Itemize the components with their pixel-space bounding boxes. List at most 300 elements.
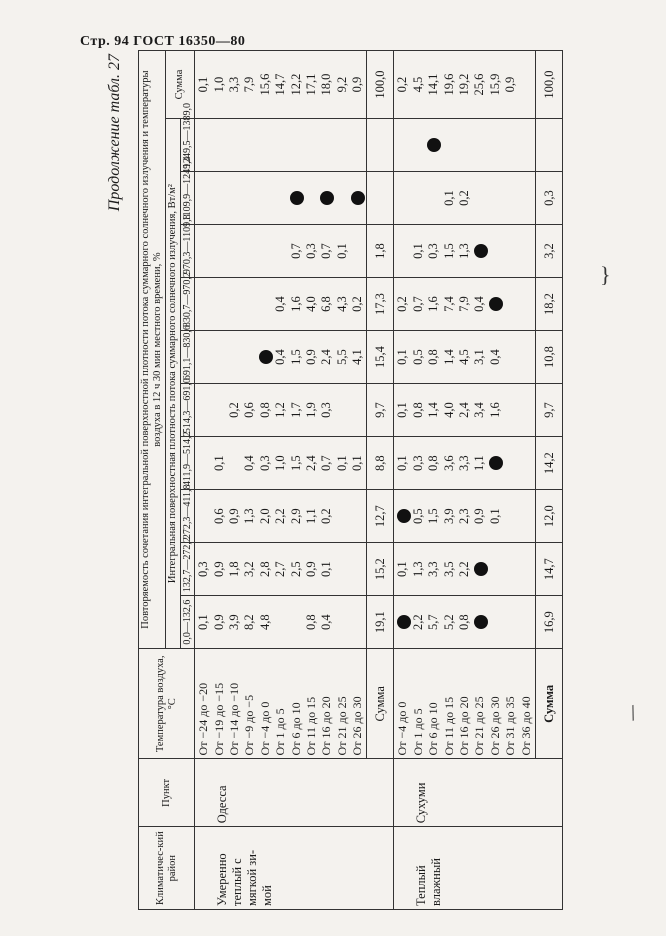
value: 1,5 bbox=[288, 455, 303, 471]
column-sum: 100,0 bbox=[536, 51, 563, 119]
page-header: Стр. 94 ГОСТ 16350—80 bbox=[80, 34, 246, 49]
temperature-range: От −9 до −5 bbox=[242, 694, 257, 756]
sum-label: Сумма bbox=[367, 649, 394, 759]
value: 1,6 bbox=[487, 402, 502, 418]
value-cell bbox=[195, 384, 367, 437]
temperature-range: От 16 до 20 bbox=[457, 696, 472, 756]
value bbox=[472, 122, 487, 168]
value bbox=[503, 440, 518, 486]
value bbox=[258, 334, 273, 380]
value: 1,9 bbox=[303, 402, 318, 418]
value bbox=[503, 493, 518, 539]
value bbox=[472, 546, 487, 592]
value: 3,9 bbox=[441, 508, 456, 524]
row-sum: 17,1 bbox=[303, 73, 318, 96]
value: 3,3 bbox=[426, 561, 441, 577]
value bbox=[503, 387, 518, 433]
value: 2,2 bbox=[273, 508, 288, 524]
temperature-range: От −4 до 0 bbox=[257, 701, 272, 756]
value bbox=[227, 334, 242, 380]
value: 0,7 bbox=[288, 243, 303, 259]
value: 2,3 bbox=[457, 508, 472, 524]
value bbox=[289, 599, 304, 645]
point-cell: Сухуми bbox=[394, 759, 563, 827]
value: 0,1 bbox=[395, 349, 410, 365]
col-head-temperature: Температура воздуха, °С bbox=[139, 649, 195, 759]
row-sum: 0,2 bbox=[395, 76, 410, 93]
temperature-cell bbox=[394, 649, 536, 759]
value bbox=[227, 122, 242, 168]
value-cell bbox=[195, 225, 367, 278]
value: 3,2 bbox=[242, 561, 257, 577]
value bbox=[488, 228, 503, 274]
value: 1,0 bbox=[273, 455, 288, 471]
region-cell: Теплый влажный bbox=[394, 827, 563, 910]
row-sum: 14,7 bbox=[273, 73, 288, 96]
column-sum: 14,7 bbox=[536, 543, 563, 596]
range-head-9: 1249,5—1389,0 bbox=[181, 119, 195, 172]
column-sum: 15,2 bbox=[367, 543, 394, 596]
value-cell bbox=[394, 490, 536, 543]
row-sum: 19,6 bbox=[441, 73, 456, 96]
value: 0,1 bbox=[334, 243, 349, 259]
value-cell bbox=[394, 437, 536, 490]
value bbox=[273, 228, 288, 274]
value bbox=[227, 281, 242, 327]
value bbox=[488, 175, 503, 221]
row-sum: 18,0 bbox=[319, 73, 334, 96]
value-cell bbox=[394, 596, 536, 649]
value: 2,0 bbox=[257, 508, 272, 524]
value: 0,8 bbox=[303, 614, 318, 630]
value: 0,1 bbox=[441, 190, 456, 206]
value-cell bbox=[394, 225, 536, 278]
value-cell bbox=[394, 172, 536, 225]
value bbox=[472, 228, 487, 274]
col-head-point: Пункт bbox=[139, 759, 195, 827]
value: 0,9 bbox=[303, 349, 318, 365]
value-cell bbox=[394, 331, 536, 384]
column-sum: 14,2 bbox=[536, 437, 563, 490]
value bbox=[212, 122, 227, 168]
value bbox=[273, 122, 288, 168]
dot-marker bbox=[474, 244, 488, 258]
value bbox=[196, 493, 211, 539]
value: 7,4 bbox=[441, 296, 456, 312]
value: 3,1 bbox=[472, 349, 487, 365]
value bbox=[350, 493, 365, 539]
temperature-range: От 1 до 5 bbox=[273, 708, 288, 756]
column-sum: 16,9 bbox=[536, 596, 563, 649]
temperature-range: От −24 до −20 bbox=[196, 682, 211, 756]
row-sum bbox=[519, 54, 534, 115]
value: 1,7 bbox=[288, 402, 303, 418]
value-cell bbox=[195, 596, 367, 649]
value: 0,9 bbox=[303, 561, 318, 577]
row-sum: 9,2 bbox=[334, 76, 349, 93]
value bbox=[335, 175, 350, 221]
value: 3,9 bbox=[226, 614, 241, 630]
value bbox=[335, 122, 350, 168]
value bbox=[258, 281, 273, 327]
value bbox=[350, 122, 365, 168]
value: 0,3 bbox=[196, 561, 211, 577]
table-body bbox=[195, 51, 563, 910]
value bbox=[350, 546, 365, 592]
dot-marker bbox=[320, 191, 334, 205]
value: 0,4 bbox=[273, 296, 288, 312]
value: 0,1 bbox=[395, 455, 410, 471]
handwritten-mark: } bbox=[600, 262, 611, 287]
value bbox=[212, 228, 227, 274]
value bbox=[212, 387, 227, 433]
value bbox=[519, 546, 534, 592]
value bbox=[350, 175, 365, 221]
value: 5,2 bbox=[441, 614, 456, 630]
value bbox=[304, 175, 319, 221]
value-cell bbox=[195, 490, 367, 543]
temperature-range: От 11 до 15 bbox=[441, 696, 456, 756]
value bbox=[212, 175, 227, 221]
dot-marker bbox=[351, 191, 365, 205]
row-sum: 0,9 bbox=[350, 76, 365, 93]
value bbox=[196, 175, 211, 221]
value: 2,5 bbox=[288, 561, 303, 577]
temperature-range: От 11 до 15 bbox=[303, 696, 318, 756]
value-cell bbox=[195, 331, 367, 384]
value: 0,3 bbox=[303, 243, 318, 259]
temperature-range: От 6 до 10 bbox=[288, 702, 303, 756]
value: 1,2 bbox=[273, 402, 288, 418]
value-cell bbox=[195, 119, 367, 172]
row-sum-cell bbox=[394, 51, 536, 119]
value: 0,1 bbox=[350, 455, 365, 471]
temperature-range: От 21 до 25 bbox=[472, 696, 487, 756]
value bbox=[503, 281, 518, 327]
value bbox=[319, 175, 334, 221]
value bbox=[395, 599, 410, 645]
value: 1,4 bbox=[426, 402, 441, 418]
value bbox=[519, 175, 534, 221]
value bbox=[258, 175, 273, 221]
value: 0,7 bbox=[410, 296, 425, 312]
row-sum: 4,5 bbox=[410, 76, 425, 93]
value bbox=[350, 387, 365, 433]
value bbox=[273, 175, 288, 221]
range-head-1: 132,7—272,2 bbox=[181, 543, 195, 596]
dot-marker bbox=[259, 350, 273, 364]
dot-marker bbox=[489, 456, 503, 470]
temperature-range: От 6 до 10 bbox=[426, 702, 441, 756]
column-sum bbox=[367, 119, 394, 172]
value: 0,2 bbox=[226, 402, 241, 418]
value: 0,6 bbox=[242, 402, 257, 418]
range-head-8: 1109,9—1249,4 bbox=[181, 172, 195, 225]
point-cell: Одесса bbox=[195, 759, 394, 827]
column-sum: 8,8 bbox=[367, 437, 394, 490]
region-cell: Умеренно теплый с мягкой зи-мой bbox=[195, 827, 394, 910]
column-sum: 12,0 bbox=[536, 490, 563, 543]
value: 1,5 bbox=[288, 349, 303, 365]
dot-marker bbox=[489, 297, 503, 311]
value bbox=[212, 334, 227, 380]
value bbox=[395, 228, 410, 274]
value bbox=[289, 122, 304, 168]
temperature-cell bbox=[195, 649, 367, 759]
value-cell bbox=[394, 543, 536, 596]
temperature-range: От 36 до 40 bbox=[518, 696, 533, 756]
value bbox=[503, 175, 518, 221]
value bbox=[335, 546, 350, 592]
value: 2,4 bbox=[319, 349, 334, 365]
temperature-range: От 16 до 20 bbox=[319, 696, 334, 756]
value bbox=[304, 122, 319, 168]
value: 0,4 bbox=[242, 455, 257, 471]
block-row bbox=[195, 51, 367, 910]
value: 0,8 bbox=[457, 614, 472, 630]
value: 2,8 bbox=[257, 561, 272, 577]
value: 5,7 bbox=[426, 614, 441, 630]
value bbox=[335, 599, 350, 645]
value: 4,0 bbox=[441, 402, 456, 418]
value: 0,1 bbox=[196, 614, 211, 630]
dot-marker bbox=[427, 138, 441, 152]
value: 2,2 bbox=[410, 614, 425, 630]
value: 1,1 bbox=[472, 455, 487, 471]
value bbox=[273, 599, 288, 645]
value: 0,3 bbox=[257, 455, 272, 471]
range-head-3: 411,9—514,2 bbox=[181, 437, 195, 490]
value: 0,8 bbox=[410, 402, 425, 418]
value bbox=[319, 122, 334, 168]
value: 0,9 bbox=[211, 614, 226, 630]
dot-marker bbox=[397, 615, 411, 629]
value-cell bbox=[195, 543, 367, 596]
value: 3,5 bbox=[441, 561, 456, 577]
value: 0,6 bbox=[211, 508, 226, 524]
value bbox=[395, 493, 410, 539]
value bbox=[335, 387, 350, 433]
dot-marker bbox=[474, 562, 488, 576]
value: 0,8 bbox=[257, 402, 272, 418]
value: 0,1 bbox=[395, 561, 410, 577]
row-sum: 3,3 bbox=[226, 76, 241, 93]
temperature-range: От 26 до 30 bbox=[350, 696, 365, 756]
temperature-range: От 26 до 30 bbox=[487, 696, 502, 756]
range-head-6: 830,7—970,2 bbox=[181, 278, 195, 331]
value bbox=[503, 599, 518, 645]
value: 2,7 bbox=[273, 561, 288, 577]
value: 7,9 bbox=[457, 296, 472, 312]
value bbox=[395, 175, 410, 221]
value: 4,0 bbox=[303, 296, 318, 312]
value bbox=[426, 175, 441, 221]
value bbox=[519, 440, 534, 486]
column-sum: 100,0 bbox=[367, 51, 394, 119]
value bbox=[258, 228, 273, 274]
col-head-sum: Сумма bbox=[166, 51, 195, 119]
value bbox=[519, 493, 534, 539]
value: 0,5 bbox=[410, 349, 425, 365]
value: 2,4 bbox=[303, 455, 318, 471]
value: 4,5 bbox=[457, 349, 472, 365]
value bbox=[457, 122, 472, 168]
row-sum: 15,9 bbox=[487, 73, 502, 96]
value bbox=[503, 122, 518, 168]
value bbox=[196, 334, 211, 380]
value bbox=[242, 334, 257, 380]
rotated-table-area bbox=[100, 34, 666, 910]
value: 0,3 bbox=[410, 455, 425, 471]
col-head-main-title: Повторяемость сочетания интегральной поверхностной плотности потока суммарного солнечного излучения и температуры воздуха в 12 ч 30 мин местного времени, % bbox=[139, 51, 166, 649]
value bbox=[289, 175, 304, 221]
col-head-sub-title: Интегральная поверхностная плотность потока суммарного солнечного излучения, Вт/м² bbox=[166, 119, 181, 649]
value: 0,3 bbox=[426, 243, 441, 259]
value: 1,3 bbox=[457, 243, 472, 259]
value: 0,3 bbox=[319, 402, 334, 418]
value-cell bbox=[195, 437, 367, 490]
value: 1,1 bbox=[303, 508, 318, 524]
value bbox=[242, 175, 257, 221]
value-cell bbox=[195, 172, 367, 225]
value: 4,1 bbox=[350, 349, 365, 365]
value: 2,4 bbox=[457, 402, 472, 418]
range-head-7: 970,3—1109,8 bbox=[181, 225, 195, 278]
column-sum: 10,8 bbox=[536, 331, 563, 384]
column-sum: 19,1 bbox=[367, 596, 394, 649]
value bbox=[488, 281, 503, 327]
range-head-0: 0,0—132,6 bbox=[181, 596, 195, 649]
column-sum bbox=[536, 119, 563, 172]
value: 1,3 bbox=[410, 561, 425, 577]
value bbox=[488, 440, 503, 486]
value: 0,4 bbox=[319, 614, 334, 630]
value bbox=[242, 228, 257, 274]
value: 1,6 bbox=[288, 296, 303, 312]
temperature-range: От −14 до −10 bbox=[226, 682, 241, 756]
value: 0,9 bbox=[211, 561, 226, 577]
value: 1,8 bbox=[226, 561, 241, 577]
value bbox=[196, 122, 211, 168]
value: 0,7 bbox=[319, 243, 334, 259]
value bbox=[519, 387, 534, 433]
value: 0,4 bbox=[487, 349, 502, 365]
row-sum: 14,1 bbox=[426, 73, 441, 96]
value bbox=[411, 122, 426, 168]
value-cell bbox=[394, 119, 536, 172]
range-head-2: 272,3—411,8 bbox=[181, 490, 195, 543]
value bbox=[503, 228, 518, 274]
value: 0,4 bbox=[472, 296, 487, 312]
value: 0,7 bbox=[319, 455, 334, 471]
value bbox=[519, 334, 534, 380]
value bbox=[519, 281, 534, 327]
value: 0,8 bbox=[426, 455, 441, 471]
value: 1,5 bbox=[426, 508, 441, 524]
value: 1,3 bbox=[242, 508, 257, 524]
temperature-range: От 31 до 35 bbox=[503, 696, 518, 756]
row-sum: 12,2 bbox=[288, 73, 303, 96]
value bbox=[196, 281, 211, 327]
value: 0,5 bbox=[410, 508, 425, 524]
value bbox=[488, 546, 503, 592]
row-sum: 7,9 bbox=[242, 76, 257, 93]
value: 0,2 bbox=[319, 508, 334, 524]
value: 5,5 bbox=[334, 349, 349, 365]
value bbox=[519, 599, 534, 645]
value bbox=[411, 175, 426, 221]
value bbox=[472, 599, 487, 645]
value bbox=[196, 440, 211, 486]
value: 0,9 bbox=[472, 508, 487, 524]
column-sum: 0,3 bbox=[536, 172, 563, 225]
value: 1,5 bbox=[441, 243, 456, 259]
value: 0,2 bbox=[457, 190, 472, 206]
value-cell bbox=[394, 278, 536, 331]
block-row bbox=[394, 51, 536, 910]
value bbox=[488, 122, 503, 168]
value bbox=[442, 122, 457, 168]
value: 0,1 bbox=[334, 455, 349, 471]
value bbox=[426, 122, 441, 168]
continuation-label: Продолжение табл. 27 bbox=[106, 54, 123, 212]
value bbox=[227, 440, 242, 486]
value bbox=[519, 122, 534, 168]
value bbox=[503, 546, 518, 592]
value bbox=[196, 387, 211, 433]
value bbox=[472, 175, 487, 221]
value: 4,8 bbox=[257, 614, 272, 630]
value: 1,6 bbox=[426, 296, 441, 312]
value bbox=[503, 334, 518, 380]
value: 0,9 bbox=[226, 508, 241, 524]
value bbox=[258, 122, 273, 168]
temperature-range: От −4 до 0 bbox=[395, 701, 410, 756]
value: 0,1 bbox=[487, 508, 502, 524]
temperature-range: От 1 до 5 bbox=[410, 708, 425, 756]
column-sum: 15,4 bbox=[367, 331, 394, 384]
value bbox=[395, 122, 410, 168]
value-cell bbox=[394, 384, 536, 437]
range-head-5: 691,1—830,6 bbox=[181, 331, 195, 384]
row-sum: 1,0 bbox=[211, 76, 226, 93]
dot-marker bbox=[290, 191, 304, 205]
value-cell bbox=[195, 278, 367, 331]
row-sum: 0,9 bbox=[503, 76, 518, 93]
sum-label: Сумма bbox=[536, 649, 563, 759]
value bbox=[212, 281, 227, 327]
handwritten-mark-2: / bbox=[625, 699, 641, 726]
col-head-region: Климатичес-кий район bbox=[139, 827, 195, 910]
value bbox=[242, 122, 257, 168]
value bbox=[227, 175, 242, 221]
value: 6,8 bbox=[319, 296, 334, 312]
value bbox=[242, 281, 257, 327]
value: 3,4 bbox=[472, 402, 487, 418]
column-sum: 9,7 bbox=[536, 384, 563, 437]
column-sum: 1,8 bbox=[367, 225, 394, 278]
row-sum-cell bbox=[195, 51, 367, 119]
value: 0,1 bbox=[211, 455, 226, 471]
row-sum: 19,2 bbox=[457, 73, 472, 96]
value: 0,2 bbox=[395, 296, 410, 312]
range-head-4: 514,3—691,0 bbox=[181, 384, 195, 437]
temperature-range: От 21 до 25 bbox=[334, 696, 349, 756]
value bbox=[350, 228, 365, 274]
value: 3,6 bbox=[441, 455, 456, 471]
value: 0,4 bbox=[273, 349, 288, 365]
column-sum: 17,3 bbox=[367, 278, 394, 331]
